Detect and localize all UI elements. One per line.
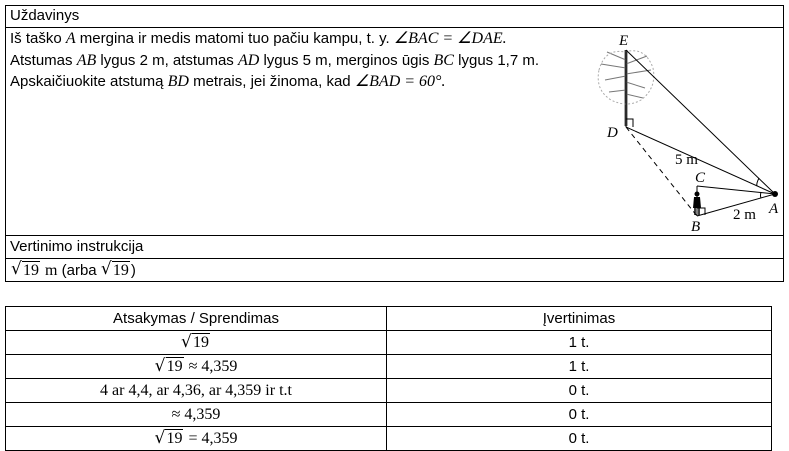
table-row [6,427,772,451]
score-cell: 0 t. [387,427,772,451]
answer-cell [6,427,387,451]
text: Atstumas [10,52,77,69]
sqrt-expression [155,358,184,376]
table-row [6,379,772,403]
answer-cell [6,403,387,427]
text: metrais, jei žinoma, kad [188,73,355,90]
table-header-row [6,307,772,331]
text: Iš taško [10,30,66,47]
label-2m: 2 m [733,207,756,223]
point-a: A [65,30,76,47]
unit: m [41,262,58,279]
score-cell: 0 t. [387,403,772,427]
table-row [6,355,772,379]
task-line-2 [10,51,539,71]
angle-bad-equation: ∠BAD = 60°. [354,73,446,90]
score-table [5,306,772,451]
segment-ad: AD [237,52,260,69]
table-row [6,403,772,427]
answer-line [11,261,136,281]
angle-arc-dae [757,178,759,186]
score-cell: 0 t. [387,379,772,403]
point-a-dot [772,191,778,197]
answer-cell [6,355,387,379]
text: (arba [57,262,101,279]
segment-ab: AB [76,52,97,69]
column-header-answer: Atsakymas / Sprendimas [6,307,387,331]
sqrt-expression [101,261,130,281]
column-header-score: Įvertinimas [387,307,772,331]
radicand: 19 [112,262,129,279]
geometry-figure [585,30,783,235]
segment-db [626,127,697,216]
radicand: 19 [23,262,39,279]
label-b: B [691,219,701,235]
label-c: C [695,170,706,186]
girl-icon [693,186,701,216]
label-e: E [619,33,629,49]
sqrt-expression [181,334,210,352]
segment-bd: BD [167,73,189,90]
text: ) [130,262,136,279]
text: mergina ir medis matomi tuo pačiu kampu, t. y. [75,30,394,47]
task-header: Uždavinys [10,7,80,24]
answer-cell [6,331,387,355]
score-cell: 1 t. [387,331,772,355]
sqrt-expression [11,261,40,281]
label-d: D [607,125,618,141]
text: lygus 5 m, merginos ūgis [259,52,434,69]
score-cell: 1 t. [387,355,772,379]
answer-rest: 4 ar 4,4, ar 4,36, ar 4,359 ir t.t [100,381,292,399]
text: lygus 1,7 m. [453,52,540,69]
label-a: A [769,201,779,217]
radicand: 19 [166,429,183,447]
segment-ac-line [697,186,775,194]
task-header-divider [5,5,784,28]
task-line-1 [10,29,507,49]
label-5m: 5 m [675,152,698,168]
answer-rest: ≈ 4,359 [171,405,221,423]
segment-bc: BC [433,52,454,69]
answer-rest: = 4,359 [184,429,238,447]
table-row [6,331,772,355]
instruction-header: Vertinimo instrukcija [10,238,144,255]
task-line-3 [10,72,445,92]
text: lygus 2 m, atstumas [96,52,238,69]
answer-cell [6,379,387,403]
angle-arc-bac [761,192,762,198]
radicand: 19 [166,357,183,375]
answer-rest: ≈ 4,359 [184,357,238,375]
text: Apskaičiuokite atstumą [10,73,168,90]
radicand: 19 [193,333,209,351]
angle-equation: ∠BAC = ∠DAE. [393,30,507,47]
sqrt-expression [154,430,183,448]
